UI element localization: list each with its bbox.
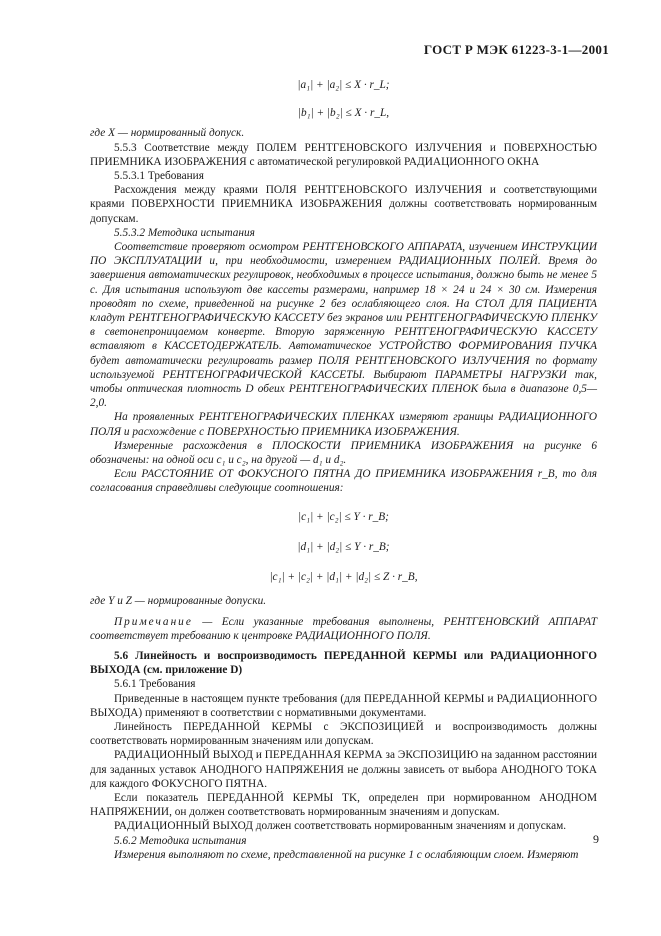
section-5-6-1-paragraph-2: Линейность ПЕРЕДАННОЙ КЕРМЫ с ЭКСПОЗИЦИЕЙ и воспроизводимость должны соответствовать нормированным значениям или допускам. <box>90 720 597 748</box>
yz-tolerance-note: где Y и Z — нормированные допуски. <box>90 595 267 608</box>
formula-d: |d₁| + |d₂| ≤ Y · r_B; <box>297 540 390 553</box>
section-5-6-2-heading: 5.6.2 Методика испытания <box>114 834 247 847</box>
section-5-6-1-paragraph-4: Если показатель ПЕРЕДАННОЙ КЕРМЫ TK, определен при нормированном АНОДНОМ НАПРЯЖЕНИИ, он должен соответствовать нормированным значениям и допускам. <box>90 791 597 819</box>
section-5-5-3-2-paragraph-1: Соответствие проверяют осмотром РЕНТГЕНОВСКОГО АППАРАТА, изучением ИНСТРУКЦИИ ПО ЭКСПЛУАТАЦИИ и, при необходимости, измерением РАДИАЦИОННЫХ ПОЛЕЙ. Время до завершения автоматических регулировок, необходимых в процессе испытания, должно быть не менее 5 с. Для испытания используют две кассеты размерами, например 18 × 24 и 24 × 30 см. Измерения проводят по схеме, приведенной на рисунке 2 без ослабляющего слоя. На СТОЛ ДЛЯ ПАЦИЕНТА кладут РЕНТГЕНОГРАФИЧЕСКУЮ КАССЕТУ без экранов или РЕНТГЕНОГРАФИЧЕСКУЮ ПЛЕНКУ в светонепроницаемом конверте. Вторую заряженную РЕНТГЕНОГРАФИЧЕСКУЮ КАССЕТУ вставляют в КАССЕТОДЕРЖАТЕЛЬ. Автоматическое УСТРОЙСТВО ФОРМИРОВАНИЯ ПУЧКА будет автоматически регулировать размер ПОЛЯ РЕНТГЕНОВСКОГО ИЗЛУЧЕНИЯ по формату используемой РЕНТГЕНОГРАФИЧЕСКОЙ КАССЕТЫ. Выбирают ПАРАМЕТРЫ НАГРУЗКИ так, чтобы оптическая плотность D обеих РЕНТГЕНОГРАФИЧЕСКИХ ПЛЕНОК была в диапазоне 0,5—2,0. <box>90 241 597 410</box>
note-body: — Если указанные требования выполнены, РЕНТГЕНОВСКИЙ АППАРАТ соответствует требованию к центровке РАДИАЦИОННОГО ПОЛЯ. <box>90 615 597 642</box>
section-5-5-3-heading: 5.5.3 Соответствие между ПОЛЕМ РЕНТГЕНОВСКОГО ИЗЛУЧЕНИЯ и ПОВЕРХНОСТЬЮ ПРИЕМНИКА ИЗОБРАЖЕНИЯ с автоматической регулировкой РАДИАЦИОННОГО ОКНА <box>90 141 597 168</box>
section-5-6-1-heading: 5.6.1 Требования <box>114 678 196 691</box>
section-5-6-1-paragraph-1: Приведенные в настоящем пункте требования (для ПЕРЕДАННОЙ КЕРМЫ и РАДИАЦИОННОГО ВЫХОДА) применяют в соответствии с нормативными документами. <box>90 692 597 719</box>
formula-c: |c₁| + |c₂| ≤ Y · r_B; <box>298 510 389 523</box>
note-paragraph <box>90 615 597 643</box>
section-5-5-3-2-paragraph-2: На проявленных РЕНТГЕНОГРАФИЧЕСКИХ ПЛЕНКАХ измеряют границы РАДИАЦИОННОГО ПОЛЯ и расхождение с ПОВЕРХНОСТЬЮ ПРИЕМНИКА ИЗОБРАЖЕНИЯ. <box>90 411 597 438</box>
page-number: 9 <box>593 832 599 846</box>
formula-cd: |c₁| + |c₂| + |d₁| + |d₂| ≤ Z · r_B, <box>269 571 418 584</box>
page-header-standard: ГОСТ Р МЭК 61223-3-1—2001 <box>423 42 609 57</box>
x-tolerance-note: где X — нормированный допуск. <box>90 127 245 140</box>
section-5-5-3-1-body: Расхождения между краями ПОЛЯ РЕНТГЕНОВСКОГО ИЗЛУЧЕНИЯ и соответствующими краями ПОВЕРХНОСТИ ПРИЕМНИКА ИЗОБРАЖЕНИЯ должны соответствовать нормированным допускам. <box>90 184 597 225</box>
section-5-6-heading: 5.6 Линейность и воспроизводимость ПЕРЕДАННОЙ КЕРМЫ или РАДИАЦИОННОГО ВЫХОДА (см. приложение D) <box>90 649 597 677</box>
formula-a: |a₁| + |a₂| ≤ X · r_L; <box>297 79 390 91</box>
section-5-5-3-2-paragraph-3: Измеренные расхождения в ПЛОСКОСТИ ПРИЕМНИКА ИЗОБРАЖЕНИЯ на рисунке 6 обозначены: на одной оси c₁ и c₂, на другой — d₁ и d₂. <box>90 439 597 467</box>
section-5-6-2-paragraph-1: Измерения выполняют по схеме, представленной на рисунке 1 с ослабляющим слоем. Измеряют <box>114 848 579 861</box>
section-5-5-3-2-heading: 5.5.3.2 Методика испытания <box>114 226 255 239</box>
section-5-5-3-1-heading: 5.5.3.1 Требования <box>114 170 204 183</box>
note-label: Примечание <box>114 615 193 628</box>
formula-b: |b₁| + |b₂| ≤ X · r_L, <box>297 107 390 120</box>
document-body <box>90 70 597 862</box>
section-5-6-1-paragraph-5: РАДИАЦИОННЫЙ ВЫХОД должен соответствовать нормированным значениям и допускам. <box>114 820 567 833</box>
section-5-6-1-paragraph-3: РАДИАЦИОННЫЙ ВЫХОД и ПЕРЕДАННАЯ КЕРМА за ЭКСПОЗИЦИЮ на заданном расстоянии для заданных уставок АНОДНОГО НАПРЯЖЕНИЯ не должны зависеть от выбора АНОДНОГО ТОКА для каждого ФОКУСНОГО ПЯТНА. <box>90 749 597 790</box>
section-5-5-3-2-paragraph-4: Если РАССТОЯНИЕ ОТ ФОКУСНОГО ПЯТНА ДО ПРИЕМНИКА ИЗОБРАЖЕНИЯ r_B, то для согласования справедливы следующие соотношения: <box>90 468 597 495</box>
